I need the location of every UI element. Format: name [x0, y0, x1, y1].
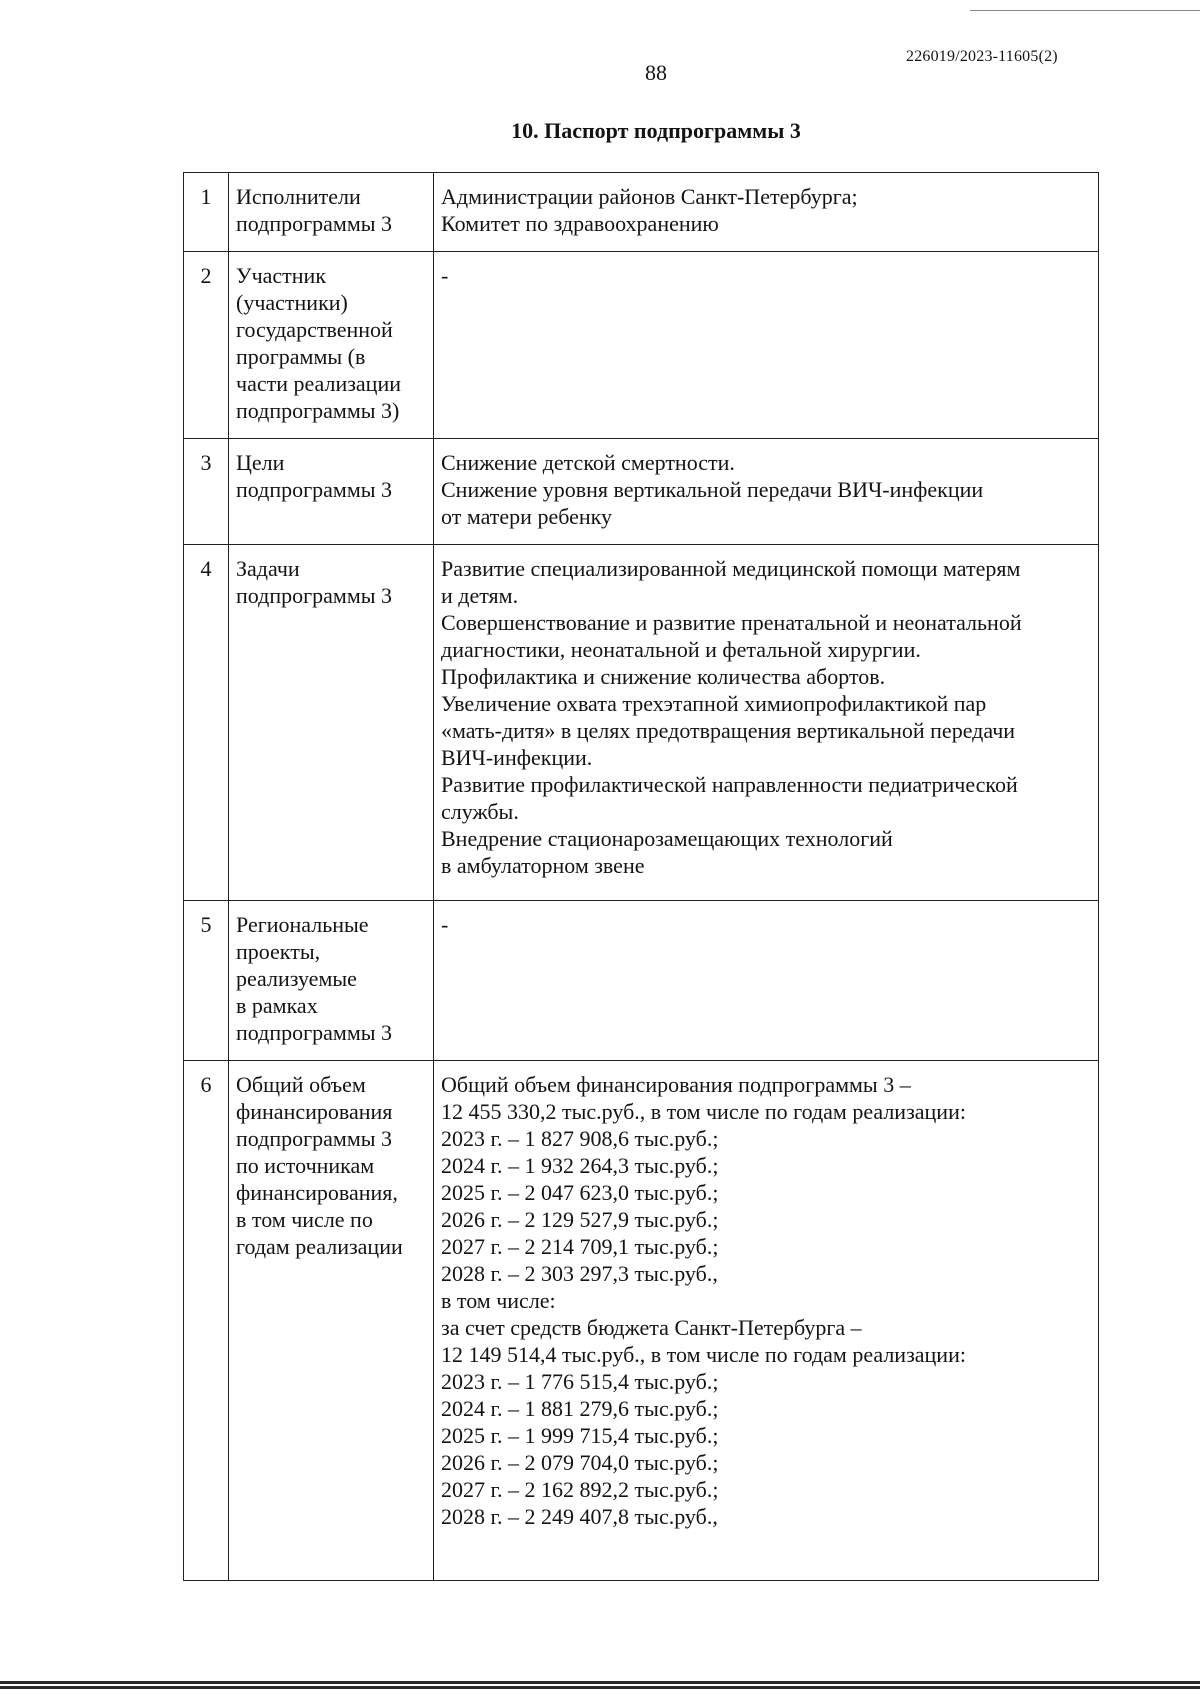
- row-content-line: 2028 г. – 2 303 297,3 тыс.руб.,: [441, 1261, 718, 1286]
- table-row: [184, 901, 1099, 1061]
- row-label-line: подпрограммы 3): [236, 398, 400, 423]
- row-label: [229, 901, 434, 1061]
- row-content-line: 2028 г. – 2 249 407,8 тыс.руб.,: [441, 1504, 718, 1529]
- table-row: [184, 439, 1099, 545]
- row-content-line: 2025 г. – 2 047 623,0 тыс.руб.;: [441, 1180, 719, 1205]
- row-label-line: финансирования,: [236, 1180, 398, 1205]
- row-content-line: Развитие специализированной медицинской помощи матерям: [441, 556, 1021, 581]
- row-number: 6: [184, 1061, 229, 1581]
- row-label: [229, 252, 434, 439]
- row-label-line: по источникам: [236, 1153, 375, 1178]
- page-number: 88: [645, 60, 667, 85]
- row-content-line: 2023 г. – 1 776 515,4 тыс.руб.;: [441, 1369, 719, 1394]
- row-label-line: Участник: [236, 263, 327, 288]
- row-label-line: Цели: [236, 450, 285, 475]
- row-content-line: Снижение детской смертности.: [441, 450, 735, 475]
- row-content-line: Администрации районов Санкт-Петербурга;: [441, 184, 858, 209]
- row-label-line: программы (в: [236, 344, 366, 369]
- row-label-line: части реализации: [236, 371, 401, 396]
- row-content-line: 12 455 330,2 тыс.руб., в том числе по годам реализации:: [441, 1099, 966, 1124]
- row-content-line: 2024 г. – 1 881 279,6 тыс.руб.;: [441, 1396, 719, 1421]
- row-content-line: 2026 г. – 2 129 527,9 тыс.руб.;: [441, 1207, 719, 1232]
- page-title: 10. Паспорт подпрограммы 3: [511, 118, 801, 143]
- row-label-line: в том числе по: [236, 1207, 373, 1232]
- row-label-line: финансирования: [236, 1099, 393, 1124]
- row-content-line: Внедрение стационарозамещающих технологий: [441, 826, 893, 851]
- table-row: [184, 1061, 1099, 1581]
- row-content: [434, 901, 1099, 1061]
- row-label-line: подпрограммы 3: [236, 583, 393, 608]
- row-content-line: ВИЧ-инфекции.: [441, 745, 593, 770]
- row-content-line: 2026 г. – 2 079 704,0 тыс.руб.;: [441, 1450, 719, 1475]
- row-label-line: в рамках: [236, 993, 318, 1018]
- row-content-line: Развитие профилактической направленности педиатрической: [441, 772, 1018, 797]
- row-label-line: подпрограммы 3: [236, 1126, 393, 1151]
- row-content-line: Снижение уровня вертикальной передачи ВИЧ-инфекции: [441, 477, 984, 502]
- row-content-line: и детям.: [441, 583, 519, 608]
- passport-table: [183, 172, 1099, 1581]
- row-content-line: от матери ребенку: [441, 504, 613, 529]
- table-row: [184, 545, 1099, 901]
- row-content-line: 2027 г. – 2 162 892,2 тыс.руб.;: [441, 1477, 719, 1502]
- row-label-line: реализуемые: [236, 966, 357, 991]
- row-content-line: Профилактика и снижение количества абортов.: [441, 664, 886, 689]
- passport-table-body: [184, 173, 1099, 1581]
- row-label: [229, 1061, 434, 1581]
- row-content-line: 2024 г. – 1 932 264,3 тыс.руб.;: [441, 1153, 719, 1178]
- row-content-line: в том числе:: [441, 1288, 556, 1313]
- row-content-line: Совершенствование и развитие пренатальной и неонатальной: [441, 610, 1022, 635]
- row-number: 4: [184, 545, 229, 901]
- row-content-line: «мать-дитя» в целях предотвращения вертикальной передачи: [441, 718, 1016, 743]
- row-label: [229, 439, 434, 545]
- row-number: 5: [184, 901, 229, 1061]
- row-label-line: подпрограммы 3: [236, 1020, 393, 1045]
- row-number: 3: [184, 439, 229, 545]
- table-row: [184, 252, 1099, 439]
- row-content-line: службы.: [441, 799, 519, 824]
- row-label-line: Региональные: [236, 912, 369, 937]
- scan-bottom-edge: [0, 1681, 1200, 1689]
- row-content-line: -: [441, 912, 449, 937]
- table-row: [184, 173, 1099, 252]
- row-number: 1: [184, 173, 229, 252]
- row-content-line: 12 149 514,4 тыс.руб., в том числе по годам реализации:: [441, 1342, 966, 1367]
- row-label-line: Общий объем: [236, 1072, 366, 1097]
- row-label-line: (участники): [236, 290, 348, 315]
- row-label-line: Задачи: [236, 556, 300, 581]
- row-label-line: проекты,: [236, 939, 321, 964]
- row-label-line: годам реализации: [236, 1234, 403, 1259]
- row-label: [229, 173, 434, 252]
- row-content-line: за счет средств бюджета Санкт-Петербурга –: [441, 1315, 862, 1340]
- row-content: [434, 1061, 1099, 1581]
- row-content-line: -: [441, 263, 449, 288]
- scan-edge-line: [970, 10, 1200, 11]
- row-content-line: диагностики, неонатальной и фетальной хирургии.: [441, 637, 921, 662]
- row-label-line: государственной: [236, 317, 393, 342]
- row-label-line: подпрограммы 3: [236, 477, 393, 502]
- row-content-line: 2025 г. – 1 999 715,4 тыс.руб.;: [441, 1423, 719, 1448]
- row-content-line: в амбулаторном звене: [441, 853, 645, 878]
- row-content: [434, 173, 1099, 252]
- row-content: [434, 439, 1099, 545]
- row-label-line: Исполнители: [236, 184, 361, 209]
- row-content-line: Увеличение охвата трехэтапной химиопрофилактикой пар: [441, 691, 987, 716]
- document-id: 226019/2023-11605(2): [906, 48, 1058, 65]
- row-content-line: 2023 г. – 1 827 908,6 тыс.руб.;: [441, 1126, 719, 1151]
- row-content-line: 2027 г. – 2 214 709,1 тыс.руб.;: [441, 1234, 719, 1259]
- row-label: [229, 545, 434, 901]
- row-content: [434, 545, 1099, 901]
- row-content-line: Общий объем финансирования подпрограммы 3 –: [441, 1072, 911, 1097]
- row-content: [434, 252, 1099, 439]
- row-number: 2: [184, 252, 229, 439]
- row-label-line: подпрограммы 3: [236, 211, 393, 236]
- row-content-line: Комитет по здравоохранению: [441, 211, 719, 236]
